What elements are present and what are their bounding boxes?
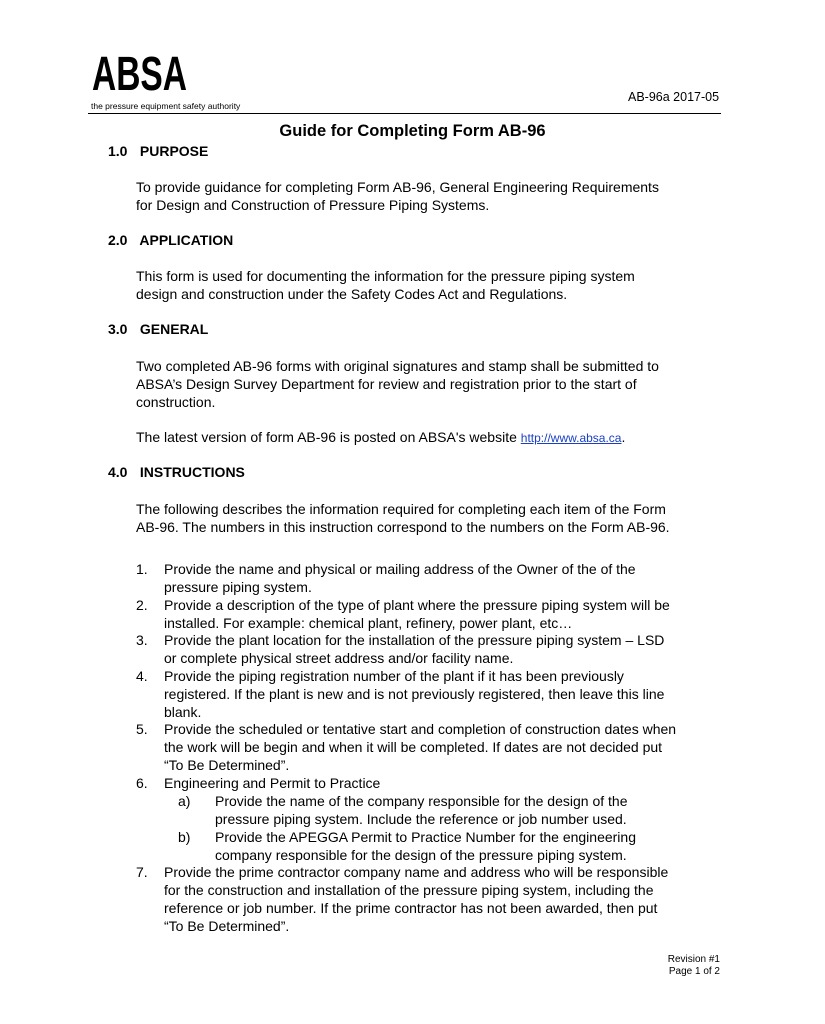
sub-list-item-line: Provide the name of the company responsible for the design of the (215, 793, 628, 809)
sub-list-item-letter: a) (178, 793, 191, 809)
general-paragraph (136, 357, 659, 411)
list-item-line: for the construction and installation of the pressure piping system, including the (164, 882, 654, 898)
list-item-line: reference or job number. If the prime contractor has not been awarded, then put (164, 900, 658, 916)
list-item-line: the work will be begin and when it will be completed. If dates are not decided put (164, 739, 663, 755)
list-item-line: blank. (164, 704, 202, 720)
sub-list-item-line: pressure piping system. Include the reference or job number used. (215, 811, 627, 827)
revision-label: Revision #1 (667, 954, 720, 965)
list-item-line: Provide the scheduled or tentative start and completion of construction dates when (164, 721, 677, 737)
paragraph-line: AB-96. The numbers in this instruction correspond to the numbers on the Form AB-96. (136, 519, 670, 535)
list-item-line: Provide a description of the type of plant where the pressure piping system will be (164, 597, 670, 613)
list-item-number: 3. (136, 632, 148, 648)
logo-tagline: the pressure equipment safety authority (91, 101, 241, 111)
list-item-line: “To Be Determined”. (164, 757, 290, 773)
paragraph-line: ABSA’s Design Survey Department for review and registration prior to the start of (136, 376, 637, 392)
list-item-line: Engineering and Permit to Practice (164, 775, 381, 791)
list-item-number: 6. (136, 775, 148, 791)
section-title: PURPOSE (139, 143, 209, 159)
list-item-line: installed. For example: chemical plant, refinery, power plant, etc… (164, 615, 573, 631)
page-title: Guide for Completing Form AB-96 (279, 122, 546, 140)
list-item-number: 7. (136, 864, 148, 880)
section-title: GENERAL (139, 321, 209, 337)
paragraph-line: for Design and Construction of Pressure Piping Systems. (136, 197, 490, 213)
paragraph-line: Two completed AB-96 forms with original signatures and stamp shall be submitted to (136, 358, 659, 374)
page-footer (600, 954, 720, 978)
paragraph-line: To provide guidance for completing Form AB-96, General Engineering Requirements (136, 179, 659, 195)
website-end: . (621, 429, 626, 445)
website-text: The latest version of form AB-96 is posted on ABSA's website (136, 429, 521, 445)
paragraph-line: design and construction under the Safety Codes Act and Regulations. (136, 286, 568, 302)
section-title: APPLICATION (139, 232, 234, 248)
section-number: 4.0 (108, 464, 128, 480)
paragraph-line: construction. (136, 394, 216, 410)
absa-logo (92, 48, 188, 101)
section-title: INSTRUCTIONS (139, 464, 245, 480)
paragraph-line: The following describes the information required for completing each item of the Form (136, 501, 666, 517)
list-item-line: Provide the piping registration number of the plant if it has been previously (164, 668, 624, 684)
section-heading-purpose (108, 143, 208, 159)
instructions-intro (136, 500, 670, 536)
list-item-line: “To Be Determined”. (164, 918, 290, 934)
section-number: 1.0 (108, 143, 128, 159)
list-item-line: pressure piping system. (164, 579, 312, 595)
paragraph-line: This form is used for documenting the information for the pressure piping system (136, 268, 635, 284)
section-heading-general (108, 321, 208, 337)
section-number: 2.0 (108, 232, 128, 248)
list-item-line: registered. If the plant is new and is not previously registered, then leave this line (164, 686, 665, 702)
header-divider (88, 113, 721, 114)
list-item-number: 1. (136, 561, 148, 577)
list-item-line: Provide the name and physical or mailing address of the Owner of the of the (164, 561, 636, 577)
application-paragraph (136, 267, 635, 303)
list-item-line: Provide the plant location for the installation of the pressure piping system – LSD (164, 632, 665, 648)
sub-list-item-line: Provide the APEGGA Permit to Practice Number for the engineering (215, 829, 636, 845)
list-item-number: 5. (136, 721, 148, 737)
sub-list-item-letter: b) (178, 829, 191, 845)
website-paragraph (136, 428, 625, 447)
section-heading-instructions (108, 464, 245, 480)
absa-logo-text: ABSA (92, 48, 187, 101)
section-heading-application (108, 232, 233, 248)
list-item-line: or complete physical street address and/or facility name. (164, 650, 514, 666)
list-item-line: Provide the prime contractor company name and address who will be responsible (164, 864, 669, 880)
purpose-paragraph (136, 178, 659, 214)
list-item-number: 2. (136, 597, 148, 613)
section-number: 3.0 (108, 321, 128, 337)
list-item-number: 4. (136, 668, 148, 684)
page-number: Page 1 of 2 (668, 966, 720, 977)
document-number: AB-96a 2017-05 (628, 90, 720, 104)
absa-website-link[interactable]: http://www.absa.ca (520, 431, 622, 445)
sub-list-item-line: company responsible for the design of the pressure piping system. (215, 847, 627, 863)
